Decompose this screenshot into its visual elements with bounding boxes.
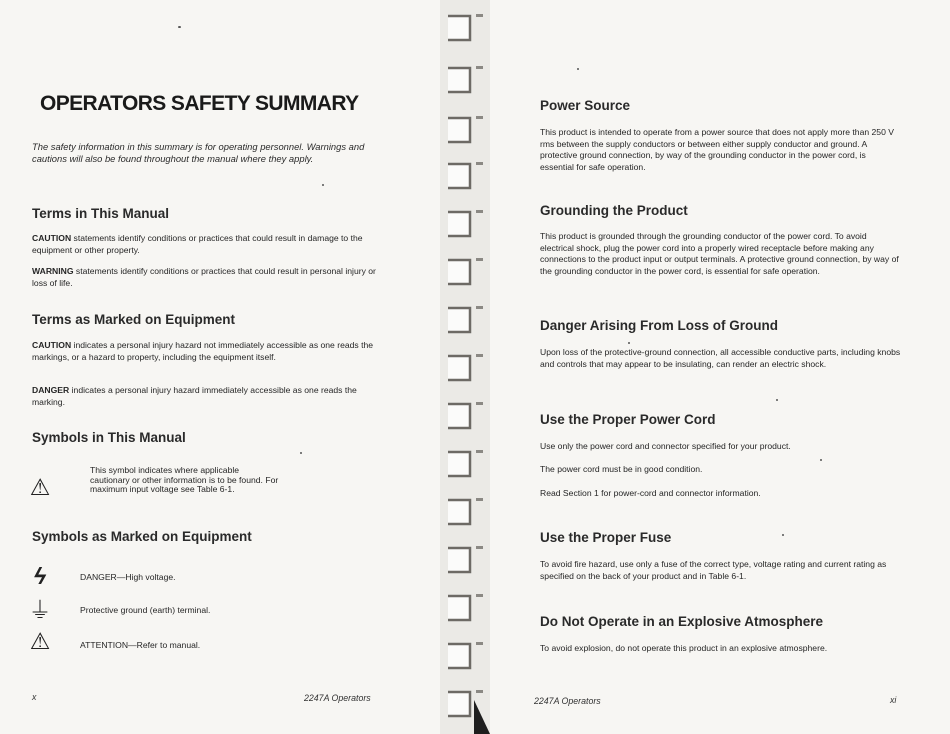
page-title: OPERATORS SAFETY SUMMARY (40, 92, 359, 115)
intro-text: The safety information in this summary is for operating personnel. Warnings and cautions will also be found throughout the manual where they apply. (32, 141, 365, 164)
paragraph-loss-of-ground: Upon loss of the protective-ground connection, all accessible conductive parts, including knobs and controls that may appear to be insulating, can render an electric shock. (540, 347, 901, 369)
symbol-description: This symbol indicates where applicable cautionary or other information is to be found. For maximum input voltage see Table 6-1. (90, 465, 279, 495)
heading-proper-power-cord: Use the Proper Power Cord (540, 412, 716, 427)
heading-power-source: Power Source (540, 98, 631, 113)
heading-terms-on-equipment: Terms as Marked on Equipment (32, 312, 236, 327)
symbol-item-text: ATTENTION—Refer to manual. (80, 640, 201, 650)
paragraph-caution-equipment (32, 340, 388, 363)
heading-loss-of-ground: Danger Arising From Loss of Ground (540, 318, 779, 333)
paragraph-danger-equipment (32, 385, 388, 408)
heading-grounding-product: Grounding the Product (540, 203, 688, 218)
paragraph-text: statements identify conditions or practices that could result in damage to the equipment or other property. (32, 233, 363, 255)
paragraph-warning-manual (32, 266, 388, 289)
paragraph-explosive-atmosphere: To avoid explosion, do not operate this product in an explosive atmosphere. (540, 643, 828, 653)
binding-spine (440, 0, 490, 734)
paragraph-caution-manual (32, 233, 388, 256)
left-page (0, 0, 440, 734)
paragraph-power-cord-3: Read Section 1 for power-cord and connector information. (540, 488, 761, 498)
paragraph-text: indicates a personal injury hazard not immediately accessible as one reads the markings, or a hazard to property, including the equipment itself. (32, 340, 374, 362)
paragraph-text: statements identify conditions or practices that could result in personal injury or loss of life. (32, 266, 376, 288)
paragraph-power-source: This product is intended to operate from a power source that does not apply more than 250 V rms between the supply conductors or between either supply conductor and ground. A protective ground connection, by way of the grounding conductor in the power cord, is essential for safe operation. (540, 127, 894, 172)
keyword-caution: CAUTION (32, 233, 72, 243)
high-voltage-icon: ϟ (33, 563, 47, 589)
paragraph-power-cord-2: The power cord must be in good condition. (540, 464, 703, 474)
page-number-left: x (32, 692, 37, 702)
page-number-right: xi (890, 695, 897, 705)
paragraph-proper-fuse: To avoid fire hazard, use only a fuse of the correct type, voltage rating and current rating as specified on the back of your product and in Table 6-1. (540, 559, 887, 581)
spiral-binding-graphic (440, 0, 490, 734)
heading-terms-in-manual: Terms in This Manual (32, 206, 170, 221)
keyword-warning: WARNING (32, 266, 74, 276)
caution-triangle-icon: ⚠ (29, 474, 51, 500)
footer-title-right: 2247A Operators (534, 696, 601, 706)
paragraph-power-cord-1: Use only the power cord and connector specified for your product. (540, 441, 791, 451)
keyword-danger: DANGER (32, 385, 70, 395)
right-page (490, 0, 950, 734)
symbol-item-text: DANGER—High voltage. (80, 572, 176, 582)
paragraph-text: indicates a personal injury hazard immediately accessible as one reads the marking. (32, 385, 357, 407)
attention-triangle-icon: ⚠ (29, 628, 51, 654)
protective-ground-icon: ⏚ (28, 597, 52, 623)
heading-explosive-atmosphere: Do Not Operate in an Explosive Atmosphere (540, 614, 824, 629)
heading-symbols-in-manual: Symbols in This Manual (32, 430, 186, 445)
heading-symbols-on-equipment: Symbols as Marked on Equipment (32, 529, 252, 544)
footer-title-left: 2247A Operators (304, 693, 371, 703)
heading-proper-fuse: Use the Proper Fuse (540, 530, 672, 545)
symbol-item-text: Protective ground (earth) terminal. (80, 605, 211, 615)
paragraph-grounding-product: This product is grounded through the grounding conductor of the power cord. To avoid electrical shock, plug the power cord into a properly wired receptacle before making any connections to the product input or output terminals. A protective ground connection, by way of the grounding conductor in the power cord, is essential for safe operation. (540, 231, 899, 276)
keyword-caution: CAUTION (32, 340, 72, 350)
